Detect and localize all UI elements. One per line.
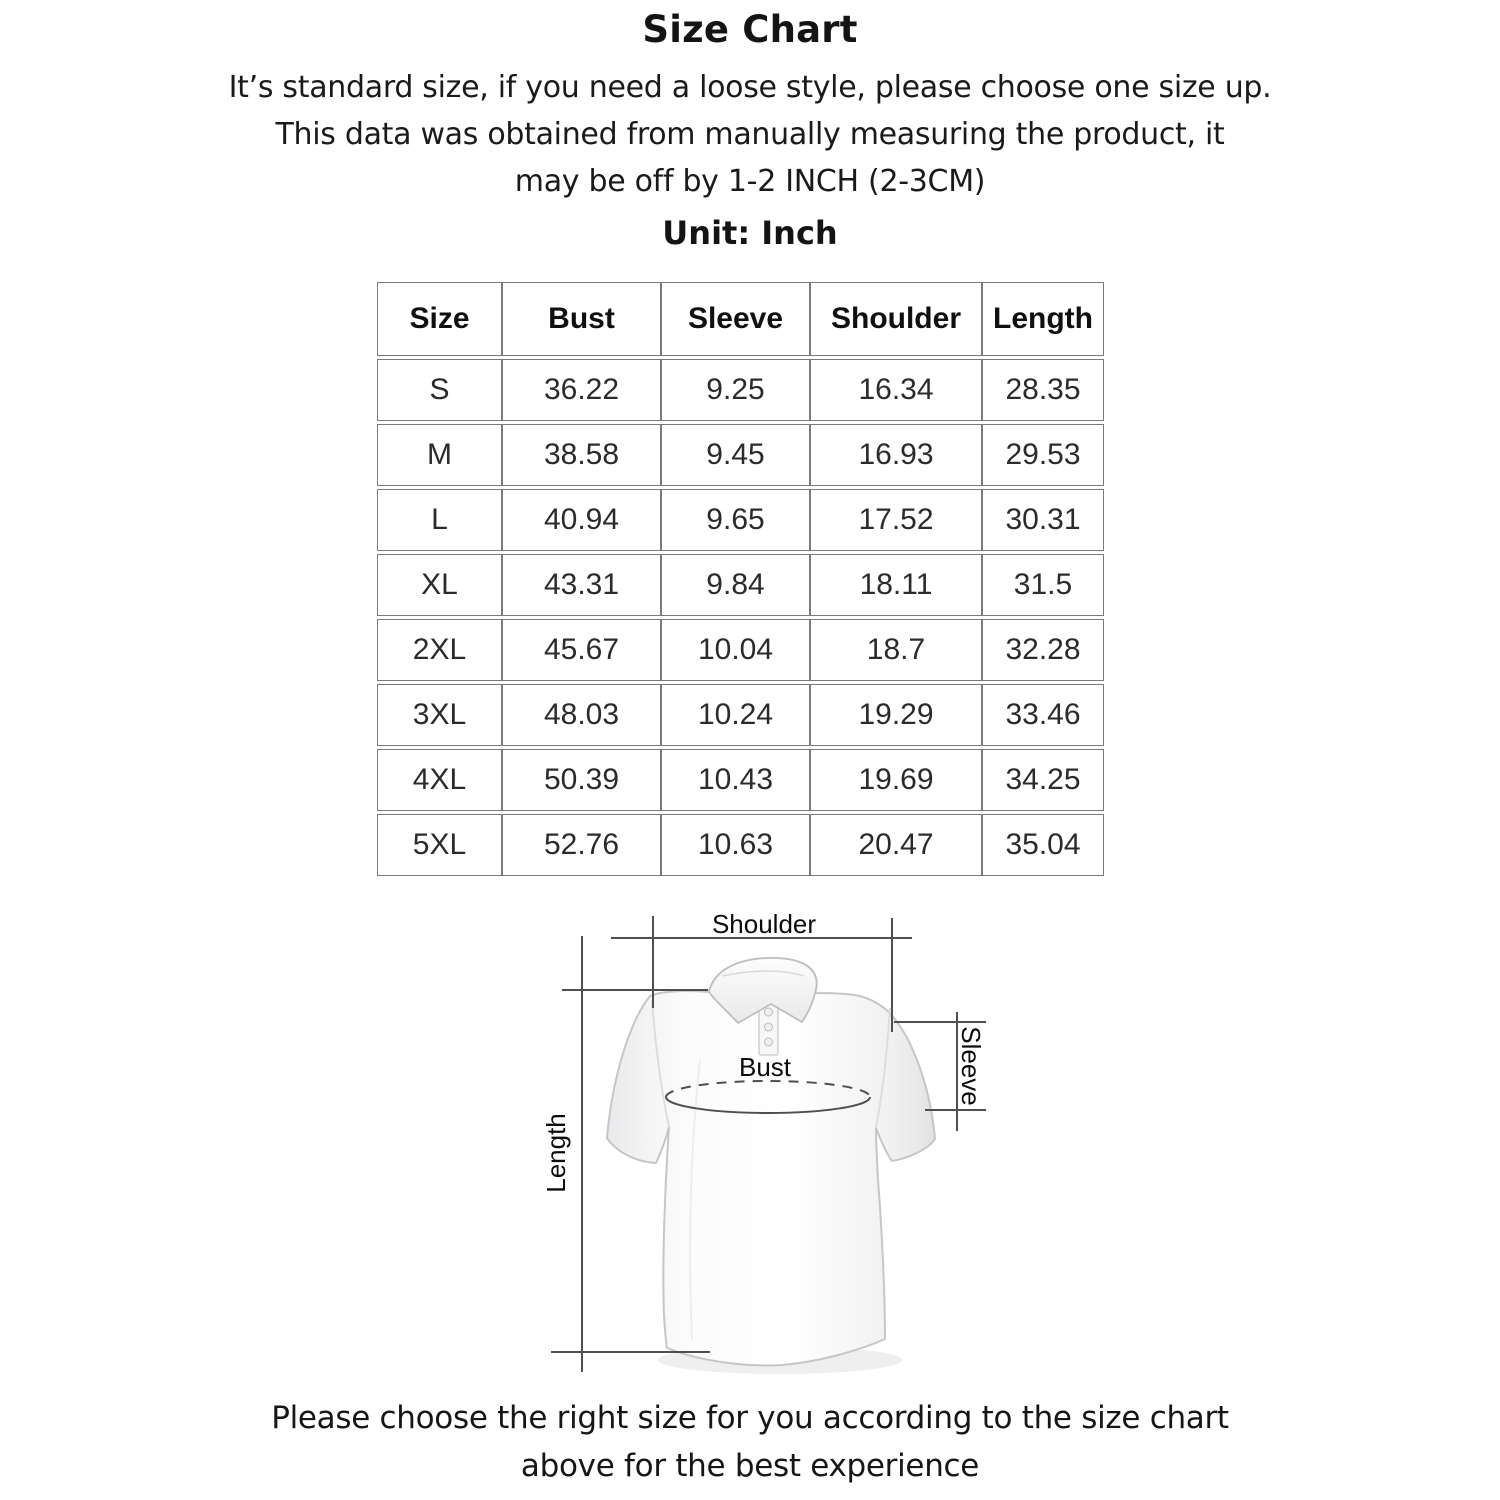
size-row-4XL <box>377 749 1104 811</box>
cell-shoulder-4XL: 19.69 <box>810 749 982 811</box>
col-header-bust: Bust <box>502 282 661 356</box>
cell-length-L: 30.31 <box>982 489 1104 551</box>
size-row-2XL <box>377 619 1104 681</box>
cell-shoulder-L: 17.52 <box>810 489 982 551</box>
cell-size-M: M <box>377 424 502 486</box>
cell-size-2XL: 2XL <box>377 619 502 681</box>
col-header-shoulder: Shoulder <box>810 282 982 356</box>
cell-size-L: L <box>377 489 502 551</box>
cell-length-2XL: 32.28 <box>982 619 1104 681</box>
cell-sleeve-5XL: 10.63 <box>661 814 810 876</box>
cell-shoulder-5XL: 20.47 <box>810 814 982 876</box>
col-header-size: Size <box>377 282 502 356</box>
cell-bust-3XL: 48.03 <box>502 684 661 746</box>
footer-note <box>0 1394 1500 1490</box>
size-table-body <box>377 359 1104 876</box>
cell-shoulder-XL: 18.11 <box>810 554 982 616</box>
cell-shoulder-3XL: 19.29 <box>810 684 982 746</box>
placket-button <box>765 1023 773 1031</box>
cell-sleeve-3XL: 10.24 <box>661 684 810 746</box>
bust-label: Bust <box>738 1052 792 1082</box>
cell-length-XL: 31.5 <box>982 554 1104 616</box>
col-header-sleeve: Sleeve <box>661 282 810 356</box>
cell-sleeve-XL: 9.84 <box>661 554 810 616</box>
cell-length-4XL: 34.25 <box>982 749 1104 811</box>
size-row-L <box>377 489 1104 551</box>
cell-size-3XL: 3XL <box>377 684 502 746</box>
table-header-row <box>377 282 1104 356</box>
cell-sleeve-L: 9.65 <box>661 489 810 551</box>
size-row-3XL <box>377 684 1104 746</box>
cell-bust-L: 40.94 <box>502 489 661 551</box>
size-row-M <box>377 424 1104 486</box>
size-row-S <box>377 359 1104 421</box>
size-row-5XL <box>377 814 1104 876</box>
cell-length-M: 29.53 <box>982 424 1104 486</box>
size-note-line-1: It’s standard size, if you need a loose style, please choose one size up. <box>228 70 1272 105</box>
unit-label: Unit: Inch <box>662 214 838 252</box>
size-note-line-3: may be off by 1-2 INCH (2-3CM) <box>514 164 986 199</box>
cell-bust-5XL: 52.76 <box>502 814 661 876</box>
cell-size-XL: XL <box>377 554 502 616</box>
sleeve-label: Sleeve <box>956 1026 986 1106</box>
size-table <box>377 279 1104 879</box>
placket-button <box>765 1038 773 1046</box>
cell-length-3XL: 33.46 <box>982 684 1104 746</box>
cell-length-S: 28.35 <box>982 359 1104 421</box>
polo-shirt-illustration <box>607 958 935 1374</box>
cell-sleeve-S: 9.25 <box>661 359 810 421</box>
cell-length-5XL: 35.04 <box>982 814 1104 876</box>
page-title: Size Chart <box>642 8 858 51</box>
measurement-diagram <box>500 880 1060 1400</box>
cell-bust-4XL: 50.39 <box>502 749 661 811</box>
cell-sleeve-2XL: 10.04 <box>661 619 810 681</box>
placket-button <box>765 1008 773 1016</box>
cell-bust-M: 38.58 <box>502 424 661 486</box>
size-note <box>0 64 1500 205</box>
footer-line-2: above for the best experience <box>520 1448 980 1484</box>
cell-shoulder-S: 16.34 <box>810 359 982 421</box>
cell-shoulder-M: 16.93 <box>810 424 982 486</box>
cell-shoulder-2XL: 18.7 <box>810 619 982 681</box>
cell-size-4XL: 4XL <box>377 749 502 811</box>
cell-bust-XL: 43.31 <box>502 554 661 616</box>
shoulder-label: Shoulder <box>711 909 817 939</box>
cell-bust-2XL: 45.67 <box>502 619 661 681</box>
col-header-length: Length <box>982 282 1104 356</box>
size-row-XL <box>377 554 1104 616</box>
cell-bust-S: 36.22 <box>502 359 661 421</box>
cell-sleeve-4XL: 10.43 <box>661 749 810 811</box>
size-note-line-2: This data was obtained from manually measuring the product, it <box>275 117 1225 152</box>
cell-size-S: S <box>377 359 502 421</box>
cell-sleeve-M: 9.45 <box>661 424 810 486</box>
cell-size-5XL: 5XL <box>377 814 502 876</box>
length-label: Length <box>541 1113 571 1193</box>
footer-line-1: Please choose the right size for you according to the size chart <box>271 1400 1229 1436</box>
